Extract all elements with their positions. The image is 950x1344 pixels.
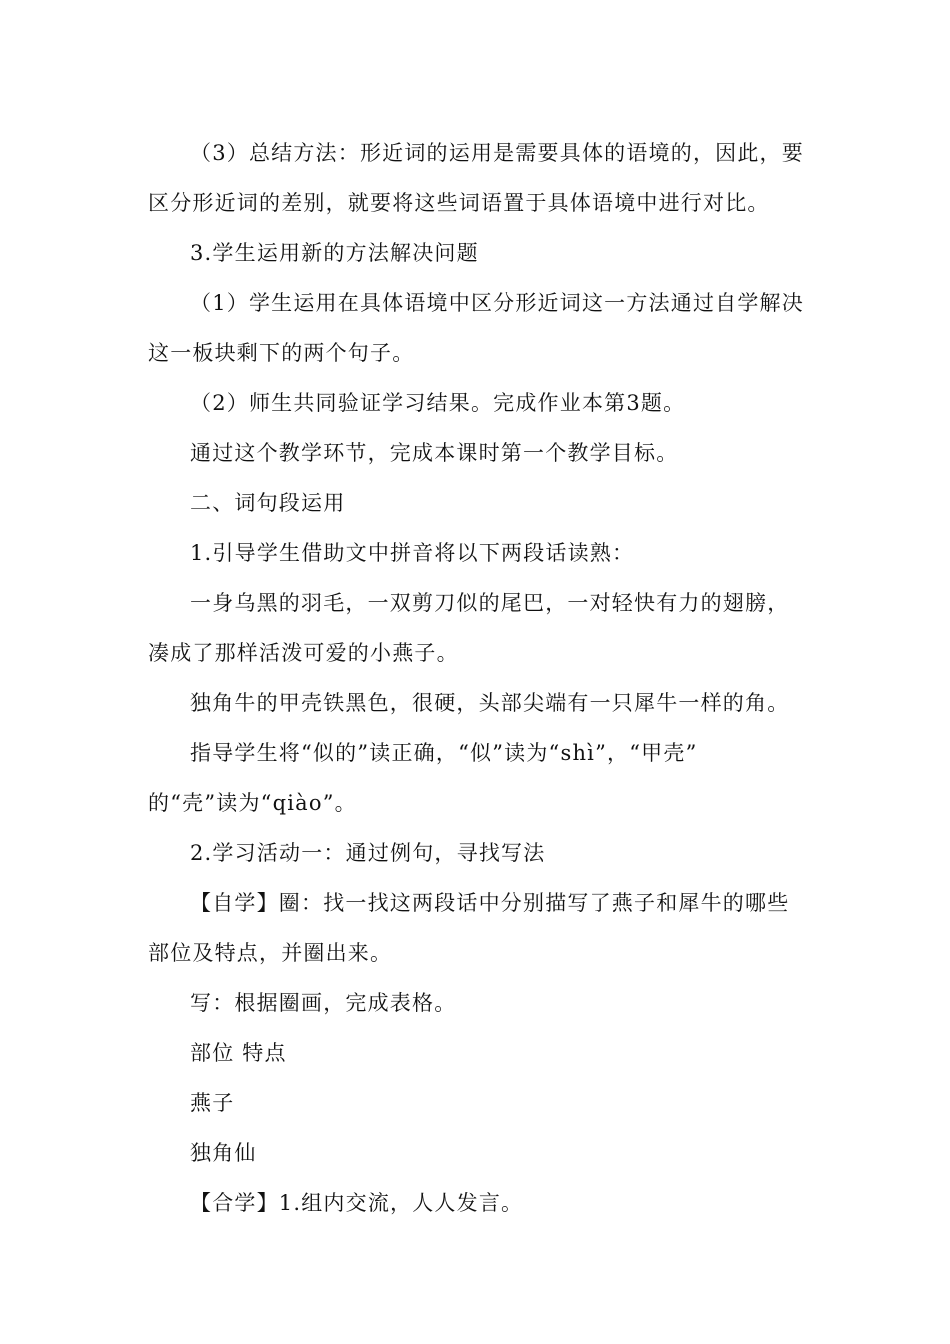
paragraph-line-summary-method: （3）总结方法：形近词的运用是需要具体的语境的，因此，要: [190, 141, 804, 165]
paragraph-line-swallow-cont: 凑成了那样活泼可爱的小燕子。: [148, 641, 459, 665]
paragraph-line-write-table: 写：根据圈画，完成表格。: [190, 991, 457, 1015]
heading-activity-1: 2.学习活动一：通过例句，寻找写法: [190, 841, 546, 865]
paragraph-line-beetle: 独角牛的甲壳铁黑色，很硬，头部尖端有一只犀牛一样的角。: [190, 691, 790, 715]
paragraph-line-step-3-1-cont: 这一板块剩下的两个句子。: [148, 341, 415, 365]
paragraph-line-goal-summary: 通过这个教学环节，完成本课时第一个教学目标。: [190, 441, 679, 465]
paragraph-line-pronunciation-cont: 的“壳”读为“qiào”。: [148, 791, 357, 815]
paragraph-line-swallow: 一身乌黑的羽毛，一双剪刀似的尾巴，一对轻快有力的翅膀，: [190, 591, 790, 615]
table-header-row: 部位 特点: [190, 1041, 287, 1065]
paragraph-line-step-3-2: （2）师生共同验证学习结果。完成作业本第3题。: [190, 391, 686, 415]
section-heading-2: 二、词句段运用: [190, 491, 346, 515]
heading-step-1-reading: 1.引导学生借助文中拼音将以下两段话读熟：: [190, 541, 635, 565]
table-row-beetle: 独角仙: [190, 1141, 257, 1165]
paragraph-line-pronunciation: 指导学生将“似的”读正确，“似”读为“shì”，“甲壳”: [190, 741, 698, 765]
paragraph-line-step-3-1: （1）学生运用在具体语境中区分形近词这一方法通过自学解决: [190, 291, 804, 315]
paragraph-line-group-study: 【合学】1.组内交流，人人发言。: [190, 1191, 524, 1215]
paragraph-line-self-study: 【自学】圈：找一找这两段话中分别描写了燕子和犀牛的哪些: [190, 891, 790, 915]
heading-step-3: 3.学生运用新的方法解决问题: [190, 241, 479, 265]
paragraph-line-summary-method-cont: 区分形近词的差别，就要将这些词语置于具体语境中进行对比。: [148, 191, 770, 215]
table-row-swallow: 燕子: [190, 1091, 235, 1115]
paragraph-line-self-study-cont: 部位及特点，并圈出来。: [148, 941, 393, 965]
